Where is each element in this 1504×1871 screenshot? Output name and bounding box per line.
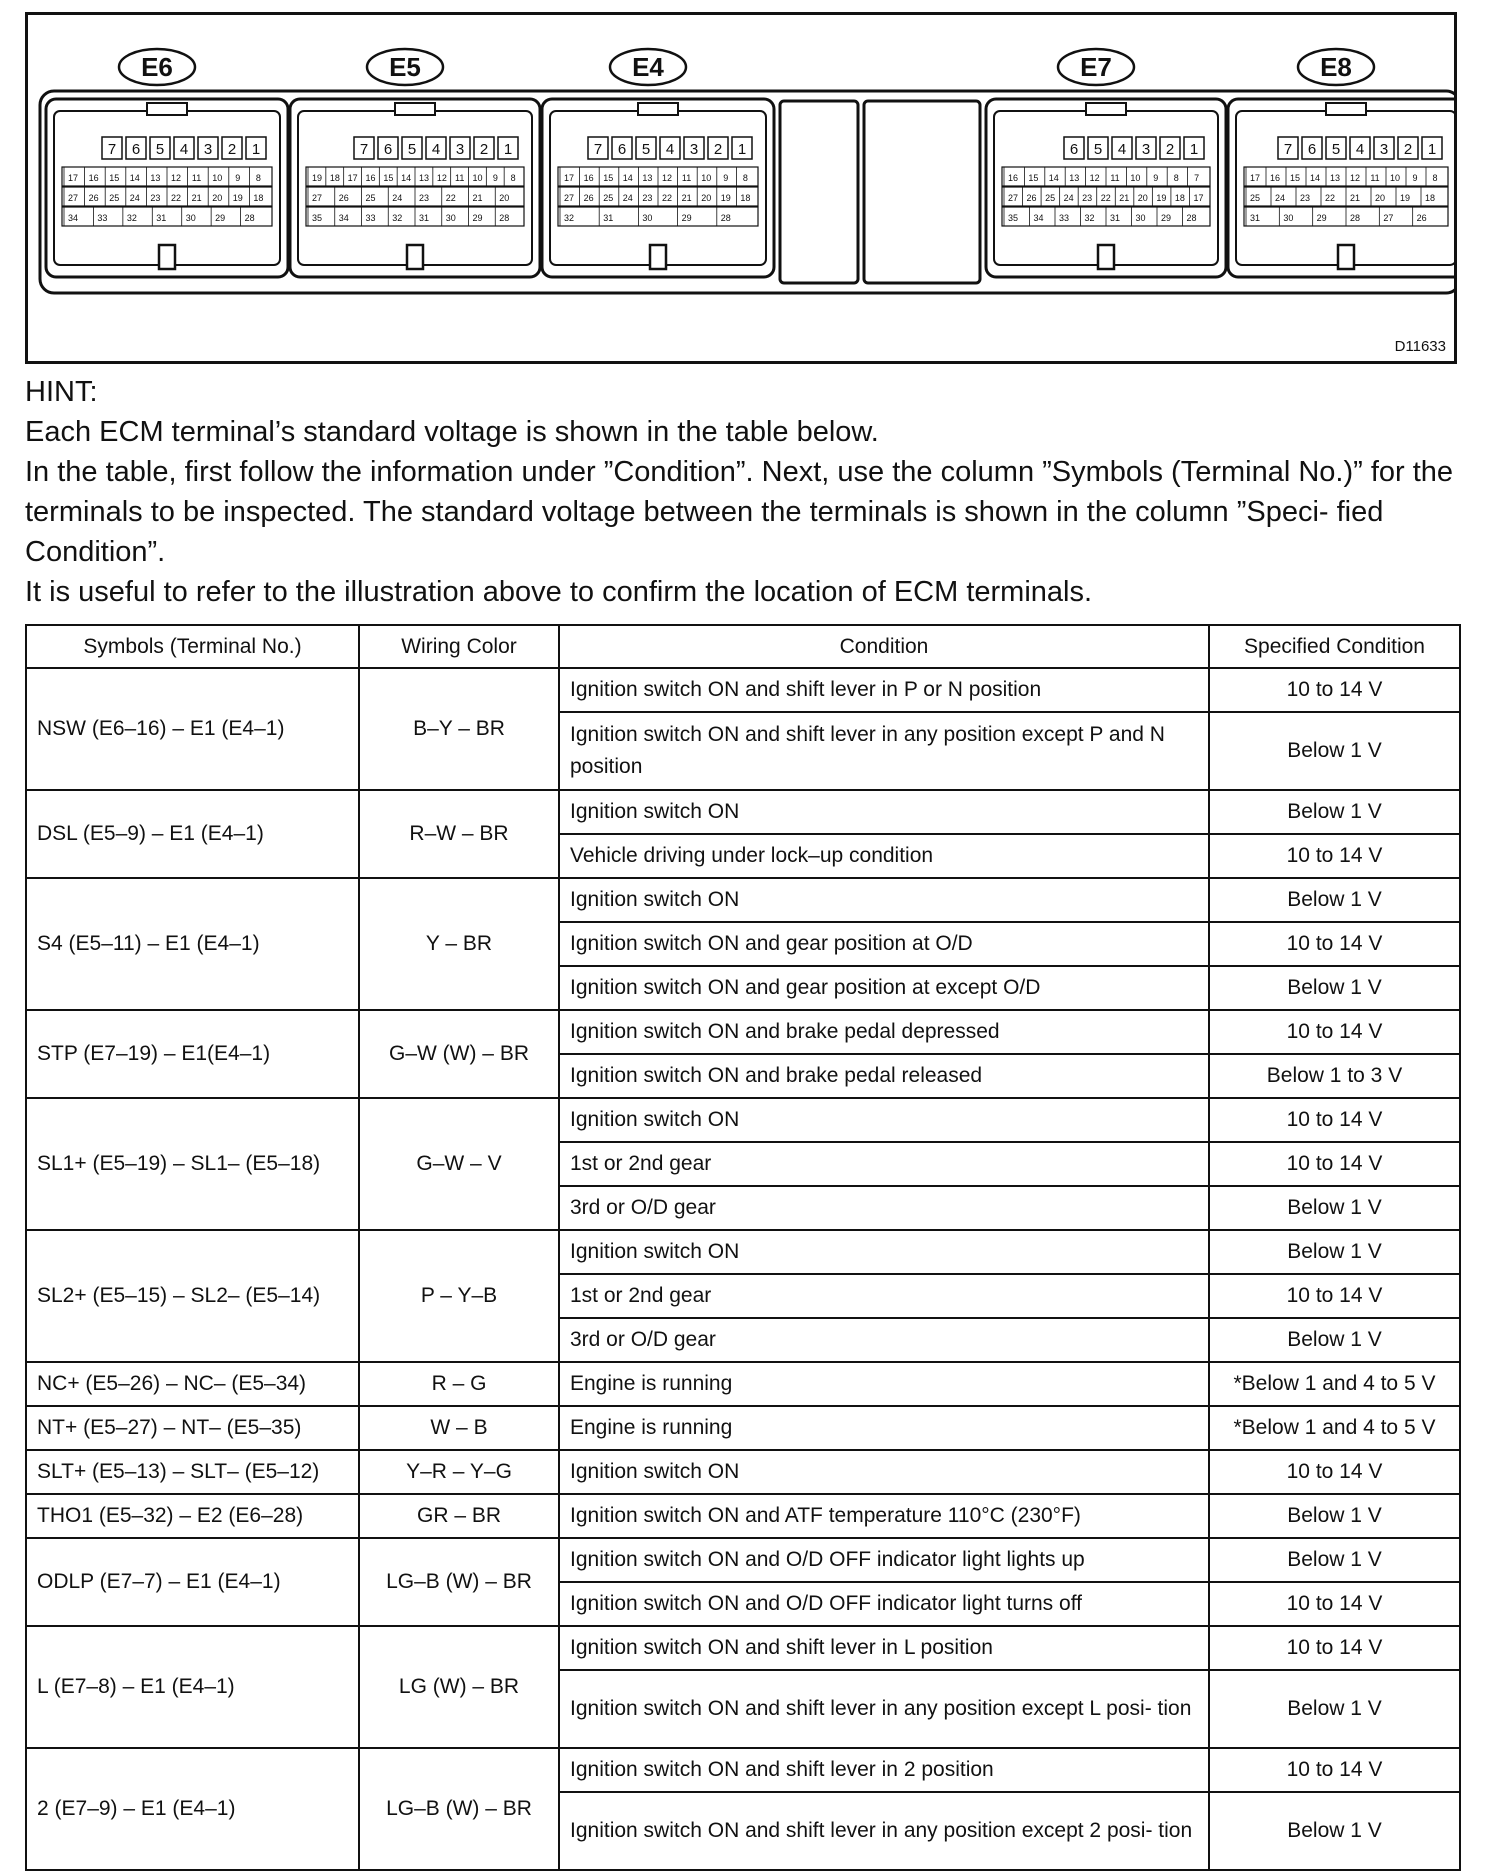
terminal-number: 5 bbox=[641, 141, 651, 158]
connector-inner bbox=[994, 111, 1218, 265]
terminal-number: 32 bbox=[392, 213, 403, 223]
blank-block bbox=[864, 101, 980, 283]
terminal-number: 10 bbox=[472, 173, 483, 183]
hint-line-3: It is useful to refer to the illustration above to confirm the location of ECM terminals. bbox=[25, 576, 1093, 608]
wiring-color-cell: R – G bbox=[359, 1362, 559, 1406]
condition-cell: Ignition switch ON and ATF temperature 110°C (230°F) bbox=[559, 1494, 1209, 1538]
terminal-number: 13 bbox=[1329, 173, 1341, 183]
wiring-color-cell: GR – BR bbox=[359, 1494, 559, 1538]
terminal-number: 32 bbox=[1084, 213, 1095, 223]
table-row bbox=[26, 1406, 1460, 1450]
table-row bbox=[26, 1748, 1460, 1792]
terminal-number: 12 bbox=[170, 173, 182, 183]
terminal-number: 33 bbox=[97, 213, 108, 223]
condition-cell: Ignition switch ON bbox=[559, 1230, 1209, 1274]
terminal-number: 30 bbox=[185, 213, 196, 223]
terminal-number: 29 bbox=[215, 213, 226, 223]
terminal-number: 13 bbox=[418, 173, 430, 183]
terminal-number: 12 bbox=[661, 173, 673, 183]
specified-condition-cell: 10 to 14 V bbox=[1209, 1626, 1460, 1670]
terminal-number: 17 bbox=[563, 173, 575, 183]
terminal-number: 9 bbox=[1412, 173, 1418, 183]
condition-cell: Ignition switch ON and gear position at except O/D bbox=[559, 966, 1209, 1010]
terminal-number: 3 bbox=[203, 141, 213, 158]
terminal-number: 8 bbox=[742, 173, 748, 183]
terminal-number: 6 bbox=[1307, 141, 1317, 158]
terminal-number: 24 bbox=[1274, 193, 1286, 203]
terminal-number: 29 bbox=[1160, 213, 1172, 223]
terminal-number: 4 bbox=[431, 141, 441, 158]
terminal-number: 14 bbox=[401, 173, 412, 183]
terminal-number: 22 bbox=[1100, 193, 1111, 203]
terminal-number: 9 bbox=[492, 173, 498, 183]
terminal-number: 25 bbox=[109, 193, 120, 203]
connector-latch bbox=[395, 103, 435, 115]
terminal-number: 13 bbox=[642, 173, 653, 183]
wiring-color-cell: G–W (W) – BR bbox=[359, 1010, 559, 1098]
terminal-number: 16 bbox=[1269, 173, 1281, 183]
terminal-number: 30 bbox=[642, 213, 653, 223]
terminal-number: 1 bbox=[737, 141, 747, 158]
terminal-number: 18 bbox=[329, 173, 340, 183]
condition-cell: Engine is running bbox=[559, 1362, 1209, 1406]
blank-block bbox=[780, 101, 858, 283]
specified-condition-cell: Below 1 V bbox=[1209, 1318, 1460, 1362]
terminal-number: 18 bbox=[740, 193, 751, 203]
specified-condition-cell: 10 to 14 V bbox=[1209, 1582, 1460, 1626]
terminal-number: 20 bbox=[499, 193, 510, 203]
table-row bbox=[26, 1230, 1460, 1274]
terminal-number: 22 bbox=[1324, 193, 1336, 203]
terminal-number: 29 bbox=[472, 213, 483, 223]
symbol-cell: SL2+ (E5–15) – SL2– (E5–14) bbox=[26, 1230, 359, 1362]
terminal-number: 2 bbox=[713, 141, 723, 158]
terminal-number: 17 bbox=[1249, 173, 1261, 183]
condition-cell: Ignition switch ON bbox=[559, 878, 1209, 922]
terminal-number: 19 bbox=[1399, 193, 1411, 203]
condition-cell: Ignition switch ON and shift lever in any position except P and N position bbox=[559, 712, 1209, 790]
terminal-number: 28 bbox=[720, 213, 731, 223]
specified-condition-cell: 10 to 14 V bbox=[1209, 1142, 1460, 1186]
symbol-cell: NC+ (E5–26) – NC– (E5–34) bbox=[26, 1362, 359, 1406]
wiring-color-cell: LG (W) – BR bbox=[359, 1626, 559, 1748]
condition-cell: Ignition switch ON and shift lever in L position bbox=[559, 1626, 1209, 1670]
condition-cell: Ignition switch ON and O/D OFF indicator light turns off bbox=[559, 1582, 1209, 1626]
table-row bbox=[26, 878, 1460, 922]
wiring-color-cell: LG–B (W) – BR bbox=[359, 1748, 559, 1870]
connector-latch bbox=[638, 103, 678, 115]
terminal-number: 7 bbox=[107, 141, 117, 158]
terminal-voltage-table bbox=[25, 624, 1461, 1871]
symbol-cell: ODLP (E7–7) – E1 (E4–1) bbox=[26, 1538, 359, 1626]
terminal-number: 28 bbox=[244, 213, 255, 223]
table-row bbox=[26, 1010, 1460, 1054]
terminal-number: 24 bbox=[1063, 193, 1074, 203]
terminal-number: 2 bbox=[479, 141, 489, 158]
terminal-number: 27 bbox=[1383, 213, 1394, 223]
symbol-cell: 2 (E7–9) – E1 (E4–1) bbox=[26, 1748, 359, 1870]
table-body bbox=[26, 668, 1460, 1870]
wiring-color-cell: P – Y–B bbox=[359, 1230, 559, 1362]
key-notch bbox=[159, 245, 175, 269]
terminal-number: 7 bbox=[593, 141, 603, 158]
symbol-cell: S4 (E5–11) – E1 (E4–1) bbox=[26, 878, 359, 1010]
condition-cell: 3rd or O/D gear bbox=[559, 1186, 1209, 1230]
specified-condition-cell: Below 1 V bbox=[1209, 878, 1460, 922]
terminal-number: 15 bbox=[603, 173, 614, 183]
terminal-number: 21 bbox=[681, 193, 692, 203]
terminal-number: 13 bbox=[150, 173, 161, 183]
terminal-number: 27 bbox=[563, 193, 575, 203]
terminal-number: 5 bbox=[155, 141, 165, 158]
specified-condition-cell: Below 1 V bbox=[1209, 1186, 1460, 1230]
table-row bbox=[26, 1538, 1460, 1582]
terminal-number: 6 bbox=[617, 141, 627, 158]
terminal-number: 27 bbox=[67, 193, 79, 203]
wiring-color-cell: Y – BR bbox=[359, 878, 559, 1010]
symbol-cell: L (E7–8) – E1 (E4–1) bbox=[26, 1626, 359, 1748]
terminal-number: 34 bbox=[1033, 213, 1044, 223]
terminal-number: 30 bbox=[1135, 213, 1146, 223]
terminal-number: 35 bbox=[311, 213, 323, 223]
symbol-cell: NT+ (E5–27) – NT– (E5–35) bbox=[26, 1406, 359, 1450]
symbol-cell: STP (E7–19) – E1(E4–1) bbox=[26, 1010, 359, 1098]
terminal-number: 2 bbox=[1165, 141, 1175, 158]
wiring-color-cell: R–W – BR bbox=[359, 790, 559, 878]
terminal-number: 22 bbox=[170, 193, 182, 203]
specified-condition-cell: *Below 1 and 4 to 5 V bbox=[1209, 1362, 1460, 1406]
terminal-number: 11 bbox=[1370, 173, 1380, 183]
specified-condition-cell: Below 1 V bbox=[1209, 1494, 1460, 1538]
terminal-number: 28 bbox=[1349, 213, 1361, 223]
table-row bbox=[26, 1362, 1460, 1406]
terminal-number: 15 bbox=[109, 173, 120, 183]
terminal-number: 25 bbox=[365, 193, 376, 203]
terminal-number: 4 bbox=[1117, 141, 1127, 158]
condition-cell: Engine is running bbox=[559, 1406, 1209, 1450]
terminal-number: 8 bbox=[255, 173, 261, 183]
wiring-color-cell: Y–R – Y–G bbox=[359, 1450, 559, 1494]
connector-label: E4 bbox=[632, 52, 664, 82]
terminal-number: 17 bbox=[1193, 193, 1204, 203]
connector-latch bbox=[1326, 103, 1366, 115]
terminal-number: 32 bbox=[563, 213, 575, 223]
terminal-number: 3 bbox=[1141, 141, 1151, 158]
specified-condition-cell: Below 1 V bbox=[1209, 1538, 1460, 1582]
connector-illustration bbox=[25, 12, 1457, 364]
terminal-number: 11 bbox=[454, 173, 465, 183]
terminal-number: 24 bbox=[129, 193, 140, 203]
terminal-number: 27 bbox=[1007, 193, 1019, 203]
terminal-number: 10 bbox=[1130, 173, 1141, 183]
terminal-number: 34 bbox=[67, 213, 79, 223]
specified-condition-cell: Below 1 V bbox=[1209, 1670, 1460, 1748]
terminal-number: 21 bbox=[191, 193, 202, 203]
condition-cell: Ignition switch ON and shift lever in any position except 2 posi- tion bbox=[559, 1792, 1209, 1870]
terminal-number: 8 bbox=[510, 173, 516, 183]
terminal-number: 31 bbox=[156, 213, 167, 223]
terminal-number: 19 bbox=[311, 173, 323, 183]
condition-cell: 1st or 2nd gear bbox=[559, 1142, 1209, 1186]
terminal-number: 11 bbox=[681, 173, 692, 183]
terminal-number: 9 bbox=[235, 173, 241, 183]
terminal-number: 18 bbox=[1424, 193, 1436, 203]
wiring-color-cell: LG–B (W) – BR bbox=[359, 1538, 559, 1626]
terminal-number: 28 bbox=[1186, 213, 1197, 223]
terminal-number: 14 bbox=[622, 173, 633, 183]
terminal-number: 11 bbox=[191, 173, 202, 183]
table-header-row bbox=[26, 625, 1460, 668]
terminal-number: 5 bbox=[1331, 141, 1341, 158]
specified-condition-cell: 10 to 14 V bbox=[1209, 1748, 1460, 1792]
terminal-number: 23 bbox=[1299, 193, 1311, 203]
specified-condition-cell: Below 1 V bbox=[1209, 790, 1460, 834]
figure-id: D11633 bbox=[1394, 338, 1446, 355]
specified-condition-cell: Below 1 V bbox=[1209, 966, 1460, 1010]
terminal-number: 8 bbox=[1432, 173, 1438, 183]
terminal-number: 7 bbox=[1194, 173, 1200, 183]
terminal-number: 15 bbox=[383, 173, 394, 183]
symbol-cell: DSL (E5–9) – E1 (E4–1) bbox=[26, 790, 359, 878]
terminal-number: 24 bbox=[622, 193, 633, 203]
terminal-number: 15 bbox=[1028, 173, 1039, 183]
connector-latch bbox=[147, 103, 187, 115]
condition-cell: Ignition switch ON and shift lever in any position except L posi- tion bbox=[559, 1670, 1209, 1748]
specified-condition-cell: 10 to 14 V bbox=[1209, 1450, 1460, 1494]
terminal-number: 20 bbox=[1137, 193, 1148, 203]
terminal-number: 2 bbox=[1403, 141, 1413, 158]
terminal-number: 5 bbox=[1093, 141, 1103, 158]
condition-cell: Ignition switch ON and brake pedal depressed bbox=[559, 1010, 1209, 1054]
key-notch bbox=[1338, 245, 1354, 269]
wiring-color-cell: W – B bbox=[359, 1406, 559, 1450]
terminal-number: 21 bbox=[1119, 193, 1130, 203]
terminal-number: 25 bbox=[1045, 193, 1056, 203]
terminal-number: 10 bbox=[1389, 173, 1401, 183]
terminal-number: 21 bbox=[1349, 193, 1361, 203]
terminal-number: 4 bbox=[179, 141, 189, 158]
terminal-number: 31 bbox=[1109, 213, 1121, 223]
key-notch bbox=[407, 245, 423, 269]
condition-cell: Ignition switch ON and brake pedal released bbox=[559, 1054, 1209, 1098]
specified-condition-cell: *Below 1 and 4 to 5 V bbox=[1209, 1406, 1460, 1450]
terminal-number: 31 bbox=[1249, 213, 1261, 223]
terminal-number: 14 bbox=[1309, 173, 1321, 183]
terminal-number: 15 bbox=[1289, 173, 1301, 183]
terminal-number: 21 bbox=[472, 193, 483, 203]
terminal-number: 18 bbox=[253, 193, 264, 203]
hint-heading: HINT: bbox=[25, 376, 98, 408]
connector-label: E7 bbox=[1080, 52, 1112, 82]
terminal-number: 3 bbox=[1379, 141, 1389, 158]
housing-outline bbox=[40, 91, 1454, 293]
terminal-number: 19 bbox=[232, 193, 243, 203]
terminal-number: 26 bbox=[338, 193, 349, 203]
condition-cell: Ignition switch ON and O/D OFF indicator light lights up bbox=[559, 1538, 1209, 1582]
terminal-number: 34 bbox=[338, 213, 349, 223]
ecm-connector-diagram bbox=[28, 15, 1454, 361]
terminal-number: 32 bbox=[126, 213, 137, 223]
terminal-number: 26 bbox=[583, 193, 594, 203]
terminal-number: 13 bbox=[1069, 173, 1080, 183]
symbol-cell: THO1 (E5–32) – E2 (E6–28) bbox=[26, 1494, 359, 1538]
condition-cell: Ignition switch ON and gear position at O/D bbox=[559, 922, 1209, 966]
table-row bbox=[26, 1450, 1460, 1494]
table-row bbox=[26, 668, 1460, 712]
header-symbols: Symbols (Terminal No.) bbox=[26, 625, 359, 668]
specified-condition-cell: Below 1 V bbox=[1209, 1230, 1460, 1274]
terminal-number: 6 bbox=[383, 141, 393, 158]
wiring-color-cell: G–W – V bbox=[359, 1098, 559, 1230]
connector-label: E5 bbox=[389, 52, 421, 82]
terminal-number: 26 bbox=[1026, 193, 1037, 203]
symbol-cell: SL1+ (E5–19) – SL1– (E5–18) bbox=[26, 1098, 359, 1230]
condition-cell: 1st or 2nd gear bbox=[559, 1274, 1209, 1318]
specified-condition-cell: Below 1 V bbox=[1209, 1792, 1460, 1870]
wiring-color-cell: B–Y – BR bbox=[359, 668, 559, 790]
terminal-number: 23 bbox=[150, 193, 161, 203]
terminal-number: 19 bbox=[1156, 193, 1167, 203]
terminal-number: 17 bbox=[67, 173, 79, 183]
table-row bbox=[26, 1494, 1460, 1538]
terminal-number: 17 bbox=[347, 173, 358, 183]
terminal-number: 5 bbox=[407, 141, 417, 158]
terminal-number: 10 bbox=[701, 173, 712, 183]
terminal-number: 31 bbox=[418, 213, 430, 223]
specified-condition-cell: 10 to 14 V bbox=[1209, 834, 1460, 878]
terminal-number: 12 bbox=[1349, 173, 1361, 183]
terminal-number: 12 bbox=[436, 173, 447, 183]
terminal-number: 4 bbox=[1355, 141, 1365, 158]
condition-cell: 3rd or O/D gear bbox=[559, 1318, 1209, 1362]
terminal-number: 14 bbox=[129, 173, 140, 183]
condition-cell: Ignition switch ON bbox=[559, 1098, 1209, 1142]
terminal-number: 16 bbox=[88, 173, 99, 183]
terminal-number: 7 bbox=[359, 141, 369, 158]
terminal-number: 35 bbox=[1007, 213, 1019, 223]
terminal-number: 26 bbox=[88, 193, 99, 203]
terminal-number: 3 bbox=[689, 141, 699, 158]
terminal-number: 23 bbox=[1082, 193, 1093, 203]
connector-label: E6 bbox=[141, 52, 173, 82]
terminal-number: 23 bbox=[418, 193, 430, 203]
terminal-number: 20 bbox=[212, 193, 223, 203]
condition-cell: Ignition switch ON and shift lever in P or N position bbox=[559, 668, 1209, 712]
terminal-number: 30 bbox=[1283, 213, 1294, 223]
terminal-number: 25 bbox=[1249, 193, 1261, 203]
terminal-number: 27 bbox=[311, 193, 323, 203]
table-row bbox=[26, 790, 1460, 834]
terminal-number: 22 bbox=[445, 193, 456, 203]
terminal-number: 16 bbox=[365, 173, 376, 183]
specified-condition-cell: 10 to 14 V bbox=[1209, 1098, 1460, 1142]
terminal-number: 20 bbox=[1374, 193, 1386, 203]
condition-cell: Ignition switch ON and shift lever in 2 position bbox=[559, 1748, 1209, 1792]
terminal-number: 7 bbox=[1283, 141, 1293, 158]
terminal-number: 24 bbox=[392, 193, 403, 203]
terminal-number: 6 bbox=[131, 141, 141, 158]
terminal-number: 20 bbox=[701, 193, 712, 203]
terminal-number: 25 bbox=[603, 193, 614, 203]
terminal-number: 6 bbox=[1069, 141, 1079, 158]
terminal-number: 9 bbox=[723, 173, 729, 183]
hint-block bbox=[25, 372, 1465, 612]
terminal-number: 29 bbox=[1316, 213, 1327, 223]
terminal-number: 10 bbox=[212, 173, 223, 183]
header-wiring-color: Wiring Color bbox=[359, 625, 559, 668]
terminal-number: 33 bbox=[365, 213, 376, 223]
condition-cell: Ignition switch ON bbox=[559, 790, 1209, 834]
terminal-number: 18 bbox=[1174, 193, 1185, 203]
terminal-number: 16 bbox=[583, 173, 594, 183]
specified-condition-cell: 10 to 14 V bbox=[1209, 1274, 1460, 1318]
symbol-cell: SLT+ (E5–13) – SLT– (E5–12) bbox=[26, 1450, 359, 1494]
terminal-number: 9 bbox=[1153, 173, 1159, 183]
terminal-number: 8 bbox=[1173, 173, 1179, 183]
terminal-number: 14 bbox=[1048, 173, 1059, 183]
terminal-number: 33 bbox=[1058, 213, 1070, 223]
hint-line-1: Each ECM terminal’s standard voltage is shown in the table below. bbox=[25, 416, 879, 448]
condition-cell: Ignition switch ON bbox=[559, 1450, 1209, 1494]
symbol-cell: NSW (E6–16) – E1 (E4–1) bbox=[26, 668, 359, 790]
terminal-number: 3 bbox=[455, 141, 465, 158]
connector-latch bbox=[1086, 103, 1126, 115]
terminal-number: 26 bbox=[1416, 213, 1427, 223]
condition-cell: Vehicle driving under lock–up condition bbox=[559, 834, 1209, 878]
header-condition: Condition bbox=[559, 625, 1209, 668]
specified-condition-cell: Below 1 V bbox=[1209, 712, 1460, 790]
terminal-number: 29 bbox=[681, 213, 692, 223]
terminal-number: 1 bbox=[1427, 141, 1437, 158]
hint-line-2: In the table, first follow the information under ”Condition”. Next, use the column ”Symbols (Terminal No.)” for the terminals to be inspected. The standard voltage between the terminals is shown in the column ”Speci- fied Condition”. bbox=[25, 456, 1454, 568]
connector-label: E8 bbox=[1320, 52, 1352, 82]
terminal-number: 11 bbox=[1110, 173, 1120, 183]
terminal-number: 30 bbox=[445, 213, 456, 223]
terminal-number: 22 bbox=[661, 193, 673, 203]
terminal-number: 1 bbox=[503, 141, 513, 158]
terminal-number: 4 bbox=[665, 141, 675, 158]
specified-condition-cell: Below 1 to 3 V bbox=[1209, 1054, 1460, 1098]
terminal-number: 23 bbox=[642, 193, 653, 203]
terminal-number: 31 bbox=[603, 213, 614, 223]
table-row bbox=[26, 1098, 1460, 1142]
terminal-number: 1 bbox=[251, 141, 261, 158]
terminal-number: 19 bbox=[720, 193, 731, 203]
key-notch bbox=[650, 245, 666, 269]
specified-condition-cell: 10 to 14 V bbox=[1209, 922, 1460, 966]
terminal-number: 16 bbox=[1007, 173, 1019, 183]
specified-condition-cell: 10 to 14 V bbox=[1209, 668, 1460, 712]
terminal-number: 1 bbox=[1189, 141, 1199, 158]
specified-condition-cell: 10 to 14 V bbox=[1209, 1010, 1460, 1054]
key-notch bbox=[1098, 245, 1114, 269]
terminal-number: 12 bbox=[1089, 173, 1100, 183]
terminal-number: 2 bbox=[227, 141, 237, 158]
table-row bbox=[26, 1626, 1460, 1670]
header-specified-condition: Specified Condition bbox=[1209, 625, 1460, 668]
terminal-number: 28 bbox=[499, 213, 510, 223]
